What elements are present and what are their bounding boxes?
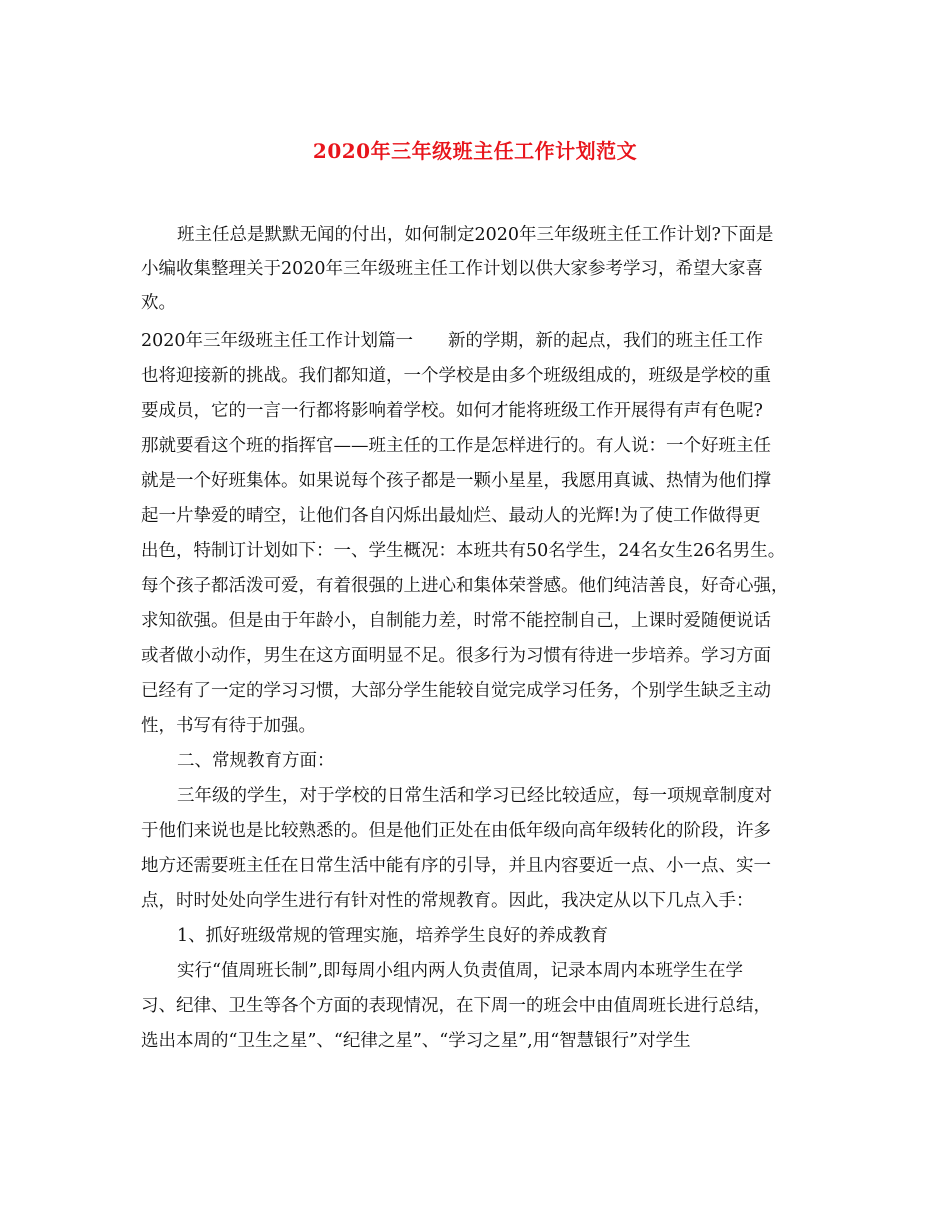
paragraph-line: 班主任总是默默无闻的付出，如何制定2020年三年级班主任工作计划?下面是 [177,225,774,245]
paragraph-line: 或者做小动作，男生在这方面明显不足。很多行为习惯有待进一步培养。学习方面 [141,646,771,666]
subsection-heading: 1、抓好班级常规的管理实施，培养学生良好的养成教育 [177,926,609,946]
paragraph-line: 每个孩子都活泼可爱，有着很强的上进心和集体荣誉感。他们纯洁善良，好奇心强， [141,576,789,596]
paragraph-line: 2020年三年级班主任工作计划篇一 新的学期，新的起点，我们的班主任工作 [141,331,764,351]
section-heading: 二、常规教育方面： [177,751,335,771]
paragraph-line: 欢。 [141,293,176,313]
document-title: 2020年三年级班主任工作计划范文 [312,139,638,163]
paragraph-line: 起一片挚爱的晴空，让他们各自闪烁出最灿烂、最动人的光辉!为了使工作做得更 [141,506,761,526]
paragraph-line: 点，时时处处向学生进行有针对性的常规教育。因此，我决定从以下几点入手： [141,891,754,911]
paragraph-line: 性，书写有待于加强。 [141,716,316,736]
paragraph-line: 选出本周的“卫生之星”、“纪律之星”、“学习之星”,用“智慧银行”对学生 [141,1031,691,1051]
paragraph-line: 小编收集整理关于2020年三年级班主任工作计划以供大家参考学习，希望大家喜 [141,259,764,279]
paragraph-line: 那就要看这个班的指挥官——班主任的工作是怎样进行的。有人说：一个好班主任 [141,436,771,456]
paragraph-line: 三年级的学生，对于学校的日常生活和学习已经比较适应，每一项规章制度对 [177,786,772,806]
paragraph-line: 求知欲强。但是由于年龄小，自制能力差，时常不能控制自己，上课时爱随便说话 [141,611,771,631]
paragraph-line: 于他们来说也是比较熟悉的。但是他们正处在由低年级向高年级转化的阶段，许多 [141,821,771,841]
paragraph-line: 就是一个好班集体。如果说每个孩子都是一颗小星星，我愿用真诚、热情为他们撑 [141,471,771,491]
paragraph-line: 地方还需要班主任在日常生活中能有序的引导，并且内容要近一点、小一点、实一 [141,856,771,876]
paragraph-line: 已经有了一定的学习习惯，大部分学生能较自觉完成学习任务，个别学生缺乏主动 [141,681,771,701]
paragraph-line: 习、纪律、卫生等各个方面的表现情况，在下周一的班会中由值周班长进行总结， [141,996,771,1016]
paragraph-line: 也将迎接新的挑战。我们都知道，一个学校是由多个班级组成的，班级是学校的重 [141,366,771,386]
paragraph-line: 实行“值周班长制”,即每周小组内两人负责值周，记录本周内本班学生在学 [177,961,743,981]
paragraph-line: 出色，特制订计划如下：一、学生概况：本班共有50名学生，24名女生26名男生。 [141,541,786,561]
paragraph-line: 要成员，它的一言一行都将影响着学校。如何才能将班级工作开展得有声有色呢? [141,401,763,421]
